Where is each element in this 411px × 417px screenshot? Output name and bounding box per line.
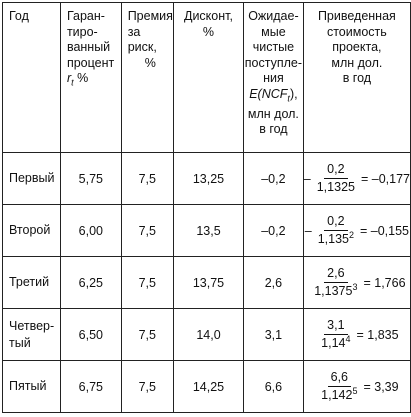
discount-cell: 13,25	[173, 153, 243, 205]
fraction-numerator: 0,2	[324, 214, 347, 231]
fraction-denominator: 1,1375$^3$	[314, 282, 358, 298]
present-value-cell	[303, 361, 410, 413]
table-row	[3, 257, 411, 309]
discount-cell: 14,25	[173, 361, 243, 413]
present-value-cell	[303, 309, 410, 361]
header-discount: Дисконт, %	[173, 3, 243, 153]
present-value-formula	[315, 318, 398, 351]
fraction-denominator: 1,1325	[316, 180, 355, 194]
guaranteed-rate-cell: 6,50	[60, 309, 121, 361]
present-value-formula	[308, 266, 405, 299]
fraction	[318, 318, 353, 351]
year-cell: Второй	[3, 205, 61, 257]
fraction	[315, 214, 357, 247]
table-row	[3, 205, 411, 257]
fraction-numerator: 3,1	[324, 318, 347, 335]
expected-cash-flow-cell: 2,6	[244, 257, 304, 309]
fraction-denominator: 1,135$^2$	[317, 230, 354, 246]
present-value-formula	[315, 370, 398, 403]
year-cell: Пятый	[3, 361, 61, 413]
table-row	[3, 361, 411, 413]
present-value-cell	[303, 205, 410, 257]
guaranteed-rate-cell: 5,75	[60, 153, 121, 205]
present-value-table	[2, 2, 411, 413]
discount-cell: 14,0	[173, 309, 243, 361]
expected-cash-flow-cell: 6,6	[244, 361, 304, 413]
fraction	[311, 266, 360, 299]
guaranteed-rate-cell: 6,00	[60, 205, 121, 257]
header-row	[3, 3, 411, 153]
guaranteed-rate-cell: 6,75	[60, 361, 121, 413]
discount-cell: 13,5	[173, 205, 243, 257]
present-value-cell	[303, 153, 410, 205]
formula-result: = 1,766	[363, 275, 406, 290]
risk-premium-cell: 7,5	[121, 153, 173, 205]
present-value-cell	[303, 257, 410, 309]
formula-result: = 1,835	[356, 327, 399, 342]
formula-result: = –0,177	[360, 171, 410, 186]
fraction-numerator: 0,2	[324, 162, 347, 179]
expected-cash-flow-cell: 3,1	[244, 309, 304, 361]
year-cell: Четвер- тый	[3, 309, 61, 361]
formula-result: = 3,39	[363, 379, 399, 394]
expected-cash-flow-cell: –0,2	[244, 205, 304, 257]
fraction-denominator: 1,14$^4$	[321, 334, 351, 350]
fraction	[318, 370, 360, 403]
risk-premium-cell: 7,5	[121, 309, 173, 361]
fraction	[314, 162, 358, 195]
formula-result: = –0,155	[360, 223, 410, 238]
formula-sign: –	[303, 171, 311, 186]
present-value-formula	[304, 162, 410, 195]
header-present-value: Приведенная стоимость проекта, млн дол. в год	[303, 3, 410, 153]
expected-cash-flow-cell: –0,2	[244, 153, 304, 205]
fraction-numerator: 6,6	[328, 370, 351, 387]
table-row	[3, 309, 411, 361]
risk-premium-cell: 7,5	[121, 361, 173, 413]
present-value-formula	[305, 214, 409, 247]
header-guaranteed-rate: Гаран- тиро- ванный процент $r_t$ %	[60, 3, 121, 153]
risk-premium-cell: 7,5	[121, 257, 173, 309]
guaranteed-rate-cell: 6,25	[60, 257, 121, 309]
year-cell: Третий	[3, 257, 61, 309]
year-cell: Первый	[3, 153, 61, 205]
header-risk-premium: Премия за риск, %	[121, 3, 173, 153]
risk-premium-cell: 7,5	[121, 205, 173, 257]
table-row	[3, 153, 411, 205]
fraction-numerator: 2,6	[324, 266, 347, 283]
header-year: Год	[3, 3, 61, 153]
header-expected-cash-flow: Ожидае- мые чистые поступле- ния $E(NCF_t)$, млн дол. в год	[244, 3, 304, 153]
discount-cell: 13,75	[173, 257, 243, 309]
fraction-denominator: 1,142$^5$	[321, 386, 358, 402]
formula-sign: –	[304, 223, 312, 238]
